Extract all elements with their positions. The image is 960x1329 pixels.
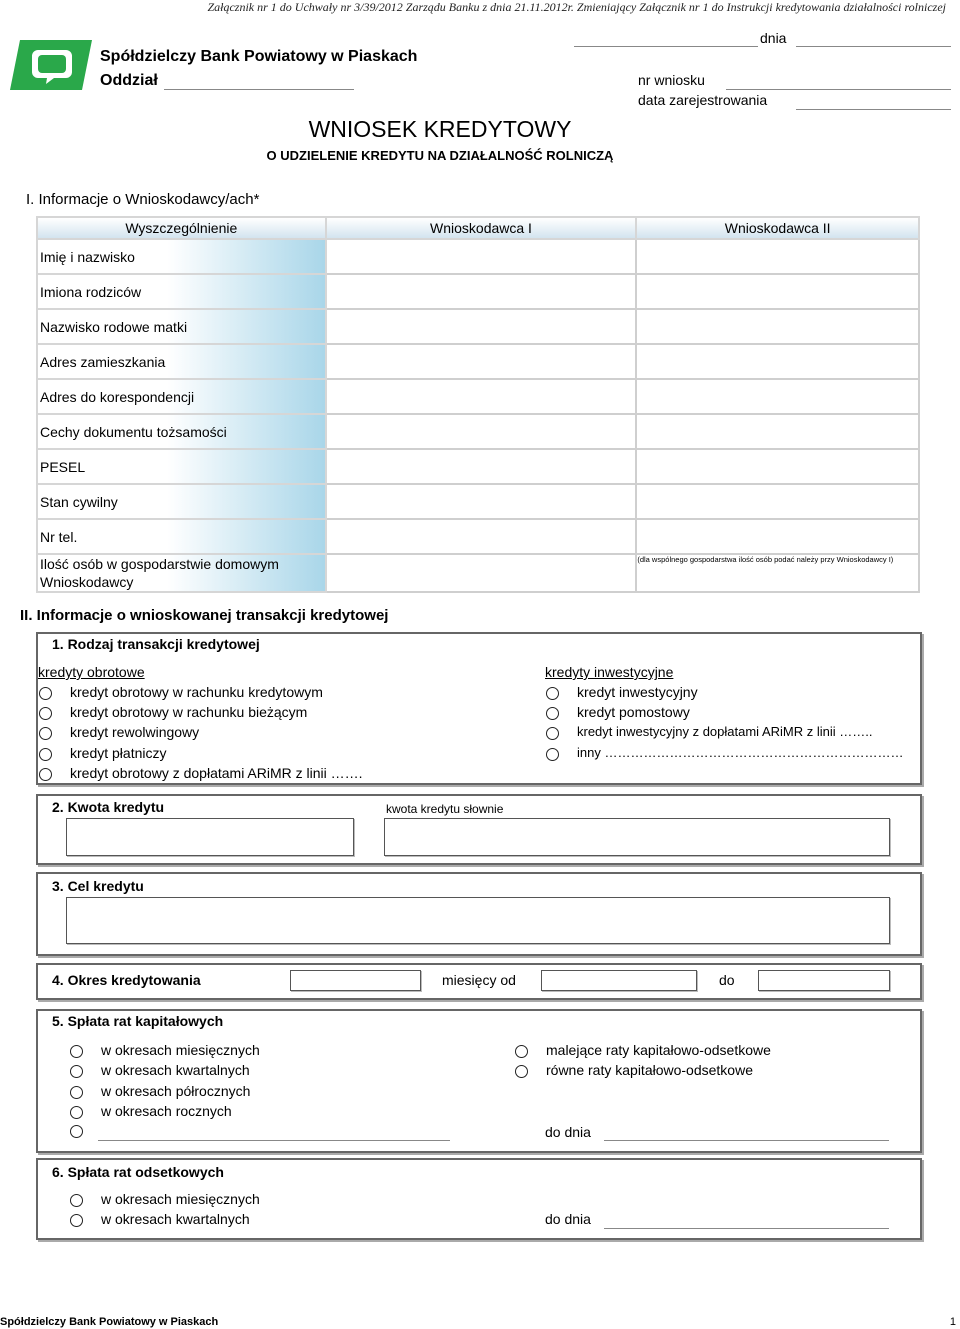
bank-name: Spółdzielczy Bank Powiatowy w Piaskach — [100, 48, 418, 65]
applicant2-field[interactable] — [636, 519, 919, 554]
applicant1-field[interactable] — [326, 414, 637, 449]
row-label: PESEL — [37, 449, 326, 484]
purpose-field[interactable] — [66, 897, 890, 944]
bank-logo — [10, 38, 92, 92]
applicant2-field[interactable] — [636, 344, 919, 379]
application-no-label: nr wniosku — [638, 72, 705, 88]
radio-icon[interactable] — [546, 727, 559, 740]
registration-date-label: data zarejestrowania — [638, 92, 768, 108]
row-label: Ilość osób w gospodarstwie domowym Wnioskodawcy — [37, 554, 326, 592]
applicant1-field[interactable] — [326, 484, 637, 519]
working-capital-title: kredyty obrotowe — [38, 664, 145, 680]
radio-icon[interactable] — [70, 1106, 83, 1119]
section2-title: II. Informacje o wnioskowanej transakcji kredytowej — [20, 607, 389, 624]
household-note: (dla wspólnego gospodarstwa ilość osób podać należy przy Wnioskodawcy I) — [636, 554, 919, 592]
application-no-field[interactable] — [726, 76, 951, 90]
months-from-label: miesięcy od — [442, 972, 516, 988]
capital-until-label: do dnia — [545, 1124, 591, 1140]
radio-icon[interactable] — [546, 707, 559, 720]
applicant1-field[interactable] — [326, 344, 637, 379]
applicant1-field[interactable] — [326, 519, 637, 554]
applicant2-field[interactable] — [636, 379, 919, 414]
radio-icon[interactable] — [515, 1045, 528, 1058]
date-field[interactable] — [796, 34, 951, 47]
radio-icon[interactable] — [70, 1214, 83, 1227]
capital-title: 5. Spłata rat kapitałowych — [52, 1013, 224, 1029]
applicant2-field[interactable] — [636, 414, 919, 449]
capital-until-field[interactable] — [604, 1128, 889, 1141]
amount-field[interactable] — [66, 818, 354, 856]
header-note: Załącznik nr 1 do Uchwały nr 3/39/2012 Zarządu Banku z dnia 21.11.2012r. Zmieniający Załącznik nr 1 do Instrukcji kredytowania działalności rolniczej — [207, 0, 946, 14]
registration-date-field[interactable] — [796, 96, 951, 110]
footer-bank: Spółdzielczy Bank Powiatowy w Piaskach — [0, 1316, 219, 1328]
radio-icon[interactable] — [70, 1045, 83, 1058]
applicant1-field[interactable] — [326, 239, 637, 274]
radio-icon[interactable] — [39, 768, 52, 781]
row-label: Nazwisko rodowe matki — [37, 309, 326, 344]
date-label: dnia — [760, 30, 787, 46]
page-number: 1 — [949, 1316, 956, 1328]
radio-icon[interactable] — [70, 1125, 83, 1138]
period-to-field[interactable] — [758, 970, 890, 991]
amount-title: 2. Kwota kredytu — [52, 799, 165, 815]
amount-words-label: kwota kredytu słownie — [386, 802, 504, 816]
applicant1-field[interactable] — [326, 554, 637, 592]
col-header: Wyszczególnienie — [37, 217, 326, 239]
radio-icon[interactable] — [515, 1065, 528, 1078]
row-label: Imię i nazwisko — [37, 239, 326, 274]
period-from-field[interactable] — [541, 970, 697, 991]
col-header: Wnioskodawca I — [326, 217, 637, 239]
interest-until-label: do dnia — [545, 1211, 591, 1227]
interest-until-field[interactable] — [604, 1216, 889, 1229]
row-label: Stan cywilny — [37, 484, 326, 519]
radio-icon[interactable] — [39, 707, 52, 720]
applicant-table — [36, 216, 920, 593]
row-label: Adres zamieszkania — [37, 344, 326, 379]
applicant1-field[interactable] — [326, 379, 637, 414]
branch-label: Oddział — [100, 72, 158, 89]
purpose-title: 3. Cel kredytu — [52, 878, 144, 894]
period-title: 4. Okres kredytowania — [52, 972, 201, 988]
applicant2-field[interactable] — [636, 309, 919, 344]
capital-other-field[interactable] — [98, 1128, 450, 1141]
place-field[interactable] — [574, 34, 758, 47]
amount-words-field[interactable] — [384, 818, 890, 856]
radio-icon[interactable] — [70, 1194, 83, 1207]
row-label: Nr tel. — [37, 519, 326, 554]
period-months-field[interactable] — [290, 970, 421, 991]
type-title: 1. Rodzaj transakcji kredytowej — [52, 636, 260, 652]
page-subtitle: O UDZIELENIE KREDYTU NA DZIAŁALNOŚĆ ROLNICZĄ — [266, 148, 614, 163]
applicant2-field[interactable] — [636, 484, 919, 519]
applicant1-field[interactable] — [326, 449, 637, 484]
row-label: Imiona rodziców — [37, 274, 326, 309]
section1-title: I. Informacje o Wnioskodawcy/ach* — [26, 191, 260, 208]
applicant2-field[interactable] — [636, 274, 919, 309]
radio-icon[interactable] — [39, 687, 52, 700]
radio-icon[interactable] — [70, 1065, 83, 1078]
applicant1-field[interactable] — [326, 274, 637, 309]
period-to-label: do — [719, 972, 735, 988]
row-label: Adres do korespondencji — [37, 379, 326, 414]
radio-icon[interactable] — [39, 748, 52, 761]
radio-icon[interactable] — [546, 748, 559, 761]
investment-title: kredyty inwestycyjne — [545, 664, 674, 680]
radio-icon[interactable] — [546, 687, 559, 700]
applicant2-field[interactable] — [636, 239, 919, 274]
radio-icon[interactable] — [70, 1086, 83, 1099]
applicant2-field[interactable] — [636, 449, 919, 484]
col-header: Wnioskodawca II — [636, 217, 919, 239]
interest-title: 6. Spłata rat odsetkowych — [52, 1164, 224, 1180]
page-title: WNIOSEK KREDYTOWY — [308, 116, 572, 142]
radio-icon[interactable] — [39, 727, 52, 740]
row-label: Cechy dokumentu tożsamości — [37, 414, 326, 449]
branch-field[interactable] — [164, 76, 354, 90]
applicant1-field[interactable] — [326, 309, 637, 344]
